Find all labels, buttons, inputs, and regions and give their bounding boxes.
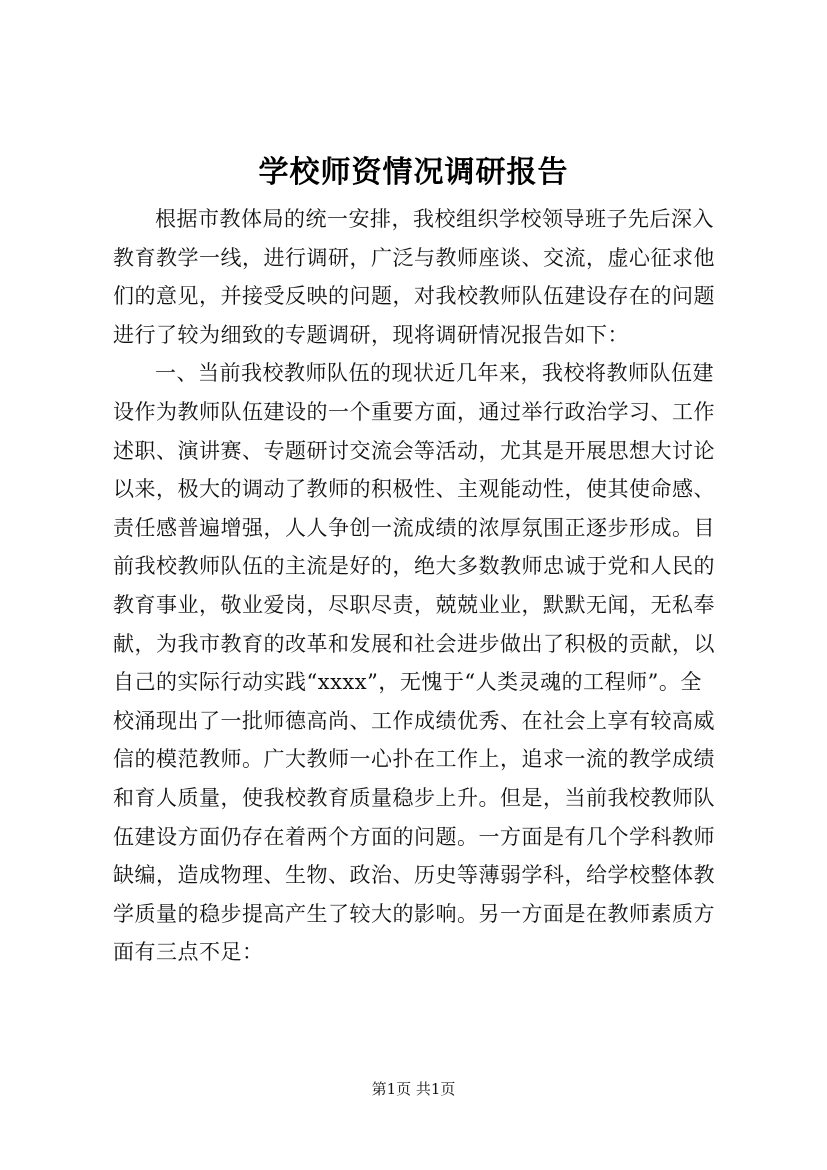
paragraph-line: 自己的实际行动实践“xxxx”，无愧于“人类灵魂的工程师”。全 (113, 670, 702, 695)
paragraph-line: 述职、演讲赛、专题研讨交流会等活动，尤其是开展思想大讨论 (113, 438, 715, 463)
paragraph-line: 缺编，造成物理、生物、政治、历史等薄弱学科，给学校整体教 (113, 863, 715, 888)
paragraph-line: 学质量的稳步提高产生了较大的影响。另一方面是在教师素质方 (113, 901, 715, 926)
paragraph-line: 校涌现出了一批师德高尚、工作成绩优秀、在社会上享有较高威 (113, 708, 715, 733)
paragraph-line: 前我校教师队伍的主流是好的，绝大多数教师忠诚于党和人民的 (113, 554, 715, 579)
document-title: 学校师资情况调研报告 (258, 155, 569, 190)
paragraph-line: 和育人质量，使我校教育质量稳步上升。但是，当前我校教师队 (113, 785, 715, 810)
paragraph-line: 以来，极大的调动了教师的积极性、主观能动性，使其使命感、 (113, 477, 715, 502)
paragraph-line: 教育事业，敬业爱岗，尽职尽责，兢兢业业，默默无闻，无私奉 (113, 592, 715, 617)
paragraph-line: 根据市教体局的统一安排，我校组织学校领导班子先后深入 (155, 207, 714, 231)
paragraph-line: 面有三点不足： (113, 940, 264, 965)
paragraph-line: 责任感普遍增强，人人争创一流成绩的浓厚氛围正逐步形成。目 (113, 515, 715, 540)
paragraph-line: 信的模范教师。广大教师一心扑在工作上，追求一流的教学成绩 (113, 747, 715, 772)
paragraph-line: 们的意见，并接受反映的问题，对我校教师队伍建设存在的问题 (113, 284, 715, 309)
paragraph-line: 伍建设方面仍存在着两个方面的问题。一方面是有几个学科教师 (113, 824, 715, 849)
paragraph-line: 一、当前我校教师队伍的现状近几年来，我校将教师队伍建 (155, 361, 714, 386)
paragraph-line: 献，为我市教育的改革和发展和社会进步做出了积极的贡献，以 (113, 631, 715, 656)
paragraph-line: 设作为教师队伍建设的一个重要方面，通过举行政治学习、工作 (113, 399, 715, 424)
paragraph-line: 进行了较为细致的专题调研，现将调研情况报告如下： (113, 322, 629, 347)
page-number-footer: 第1页 共1页 (371, 1080, 456, 1098)
paragraph-line: 教育教学一线，进行调研，广泛与教师座谈、交流，虚心征求他 (113, 245, 715, 270)
document-body (113, 200, 753, 972)
